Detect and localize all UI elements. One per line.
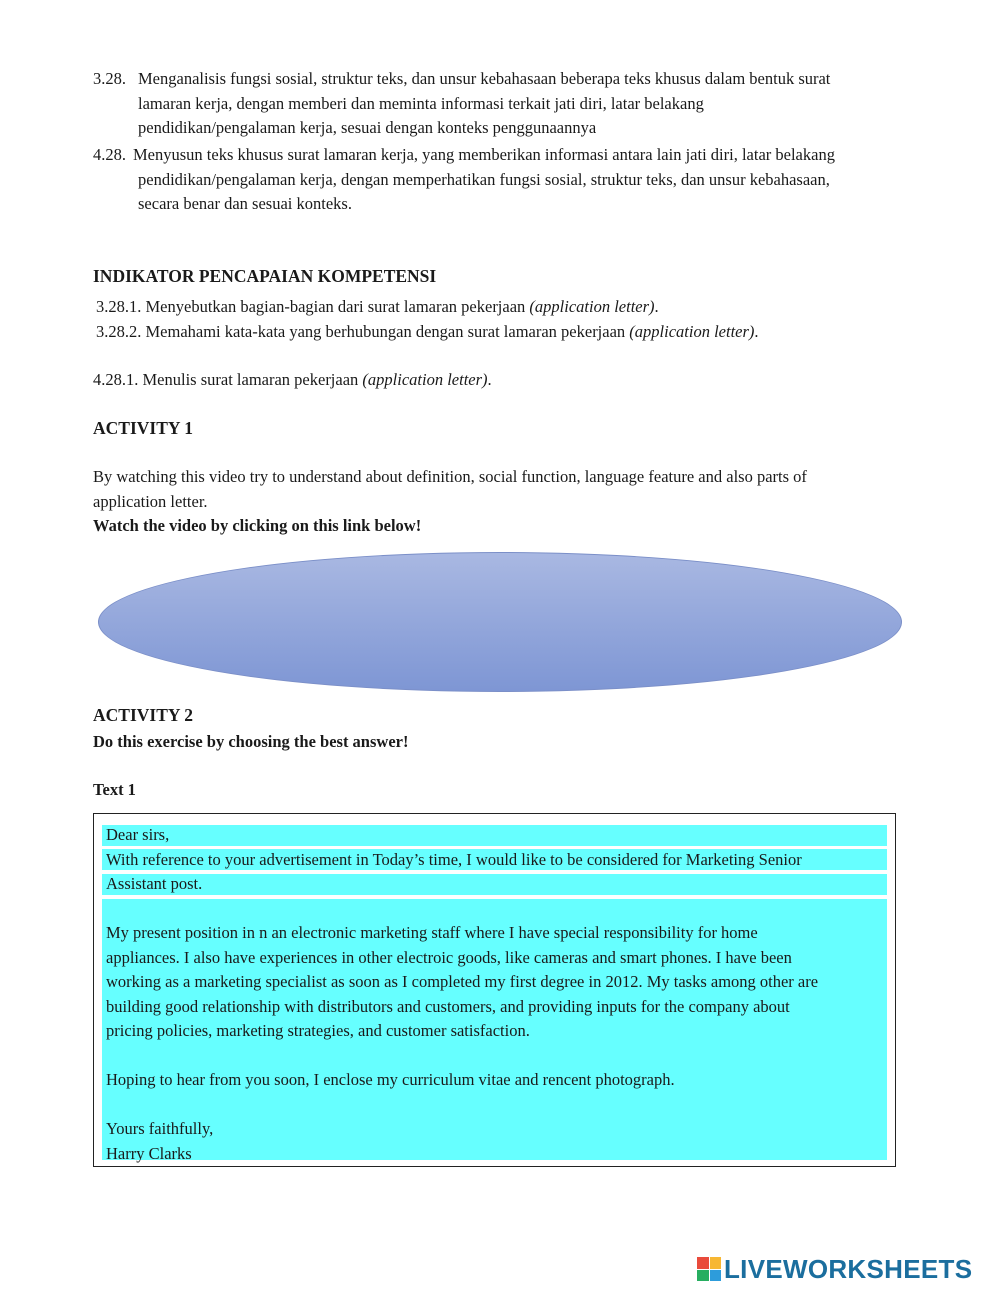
highlight-salutation [102, 825, 887, 846]
liveworksheets-logo-icon [697, 1257, 721, 1281]
kd-4-28-line-1: Menyusun teks khusus surat lamaran kerja, yang memberikan informasi antara lain jati diri, latar belakang [133, 145, 835, 164]
indikator-item-1 [96, 295, 659, 320]
video-link-oval[interactable] [98, 552, 902, 692]
letter-p2-line-2: appliances. I also have experiences in other electroic goods, like cameras and smart phones. I have been [106, 947, 792, 967]
indikator-item-2-end: . [754, 321, 759, 341]
indikator-item-1-text: 3.28.1. Menyebutkan bagian-bagian dari surat lamaran pekerjaan [96, 297, 530, 316]
indikator-heading: INDIKATOR PENCAPAIAN KOMPETENSI [93, 266, 437, 286]
text-1-label: Text 1 [93, 780, 136, 799]
indikator-item-3 [93, 368, 492, 393]
indikator-item-1-end: . [654, 297, 659, 316]
logo-square-yellow [710, 1257, 722, 1269]
letter-signature: Harry Clarks [106, 1143, 192, 1163]
indikator-item-3-end: . [487, 370, 492, 389]
liveworksheets-logo-text: LIVEWORKSHEETS [724, 1253, 973, 1284]
indikator-item-1-italic: (application letter) [529, 297, 655, 316]
indikator-item-2-text: 3.28.2. Memahami kata-kata yang berhubungan dengan surat lamaran pekerjaan [96, 321, 630, 341]
kd-3-28-line-3: pendidikan/pengalaman kerja, sesuai dengan konteks penggunaannya [138, 118, 597, 137]
kd-4-28-line-3: secara benar dan sesuai konteks. [138, 194, 352, 213]
kd-3-28-number: 3.28. [93, 69, 126, 88]
logo-square-red [697, 1257, 709, 1269]
activity-1-heading: ACTIVITY 1 [93, 418, 193, 438]
activity-2-instruction: Do this exercise by choosing the best answer! [93, 732, 409, 751]
activity-1-instruction: Watch the video by clicking on this link below! [93, 516, 422, 535]
kd-4-28-line-2: pendidikan/pengalaman kerja, dengan memperhatikan fungsi sosial, struktur teks, dan unsur kebahasaan, [138, 169, 830, 189]
highlight-p1-line-2 [102, 874, 887, 895]
kd-3-28-line-1: Menganalisis fungsi sosial, struktur teks, dan unsur kebahasaan beberapa teks khusus dalam bentuk surat [138, 69, 831, 88]
kd-3-28-line-2: lamaran kerja, dengan memberi dan meminta informasi terkait jati diri, latar belakang [138, 93, 704, 113]
logo-square-blue [710, 1270, 722, 1282]
kd-4-28-number: 4.28. [93, 145, 126, 164]
letter-p2-line-3: working as a marketing specialist as soon as I completed my first degree in 2012. My tasks among other are [106, 972, 819, 991]
letter-p1-line-2: Assistant post. [106, 874, 203, 893]
indikator-item-2-italic: (application letter) [629, 321, 755, 341]
liveworksheets-logo [697, 1254, 972, 1284]
indikator-item-3-text: 4.28.1. Menulis surat lamaran pekerjaan [93, 370, 363, 389]
activity-2-heading: ACTIVITY 2 [93, 705, 193, 725]
logo-square-green [697, 1270, 709, 1282]
letter-closing: Yours faithfully, [106, 1119, 214, 1138]
letter-p2-line-1: My present position in n an electronic marketing staff where I have special responsibility for home [106, 923, 758, 942]
activity-1-line-1: By watching this video try to understand about definition, social function, language feature and also parts of [93, 467, 807, 486]
letter-p2-line-4: building good relationship with distributors and customers, and providing inputs for the company about [106, 996, 790, 1016]
letter-p3: Hoping to hear from you soon, I enclose my curriculum vitae and rencent photograph. [106, 1070, 675, 1089]
indikator-item-2 [96, 320, 759, 345]
letter-p2-line-5: pricing policies, marketing strategies, and customer satisfaction. [106, 1021, 530, 1040]
activity-1-line-2: application letter. [93, 491, 208, 511]
indikator-item-3-italic: (application letter) [362, 370, 488, 389]
letter-salutation: Dear sirs, [106, 825, 170, 844]
letter-p1-line-1: With reference to your advertisement in Today’s time, I would like to be considered for Marketing Senior [106, 849, 802, 869]
